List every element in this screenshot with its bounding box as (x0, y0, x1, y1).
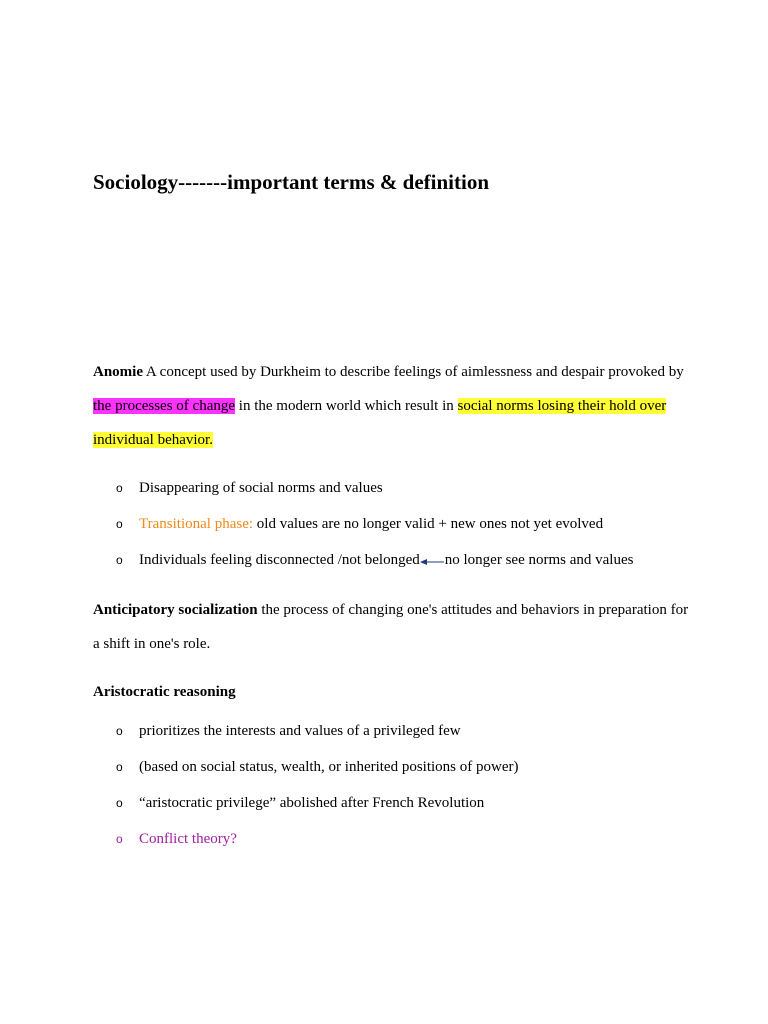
anomie-text-1: A concept used by Durkheim to describe feelings of aimlessness and despair provoked by (143, 364, 684, 380)
bullet-text: old values are no longer valid + new ones not yet evolved (253, 516, 604, 532)
bullet-text: Individuals feeling disconnected /not belonged (139, 552, 420, 568)
bullet-text: prioritizes the interests and values of a privileged few (139, 723, 461, 739)
list-item (93, 785, 519, 821)
anomie-highlight-norms: social norms losing their hold over individual behavior. (93, 398, 667, 448)
aristocratic-bullet-list (93, 713, 519, 857)
anomie-definition (93, 355, 693, 457)
bullet-text: (based on social status, wealth, or inherited positions of power) (139, 759, 519, 775)
bullet-marker: o (116, 760, 123, 774)
bullet-marker: o (116, 724, 123, 738)
page-title: Sociology-------important terms & definition (93, 170, 490, 194)
anomie-highlight-change: the processes of change (93, 398, 236, 414)
list-item (93, 542, 633, 578)
list-item (93, 821, 519, 857)
aristocratic-heading: Aristocratic reasoning (93, 684, 236, 700)
bullet-marker: o (116, 481, 123, 495)
list-item (93, 713, 519, 749)
transitional-phase-label: Transitional phase: (139, 516, 254, 532)
list-item (93, 470, 633, 506)
anticipatory-text: the process of changing one's attitudes and behaviors in preparation for a shift in one's role. (93, 602, 689, 652)
bullet-marker: o (116, 832, 123, 846)
list-item (93, 749, 519, 785)
left-arrow-icon (420, 556, 444, 566)
anticipatory-definition (93, 593, 693, 661)
anomie-term: Anomie (93, 364, 143, 380)
bullet-text: “aristocratic privilege” abolished after French Revolution (139, 795, 485, 811)
list-item (93, 506, 633, 542)
anomie-bullet-list (93, 470, 633, 578)
anomie-text-2: in the modern world which result in (235, 398, 458, 414)
conflict-theory-text: Conflict theory? (139, 831, 237, 847)
bullet-suffix-text: no longer see norms and values (444, 552, 634, 568)
bullet-marker: o (116, 517, 123, 531)
bullet-text: Disappearing of social norms and values (139, 480, 383, 496)
anticipatory-term: Anticipatory socialization (93, 602, 258, 618)
bullet-marker: o (116, 553, 123, 567)
bullet-marker: o (116, 796, 123, 810)
